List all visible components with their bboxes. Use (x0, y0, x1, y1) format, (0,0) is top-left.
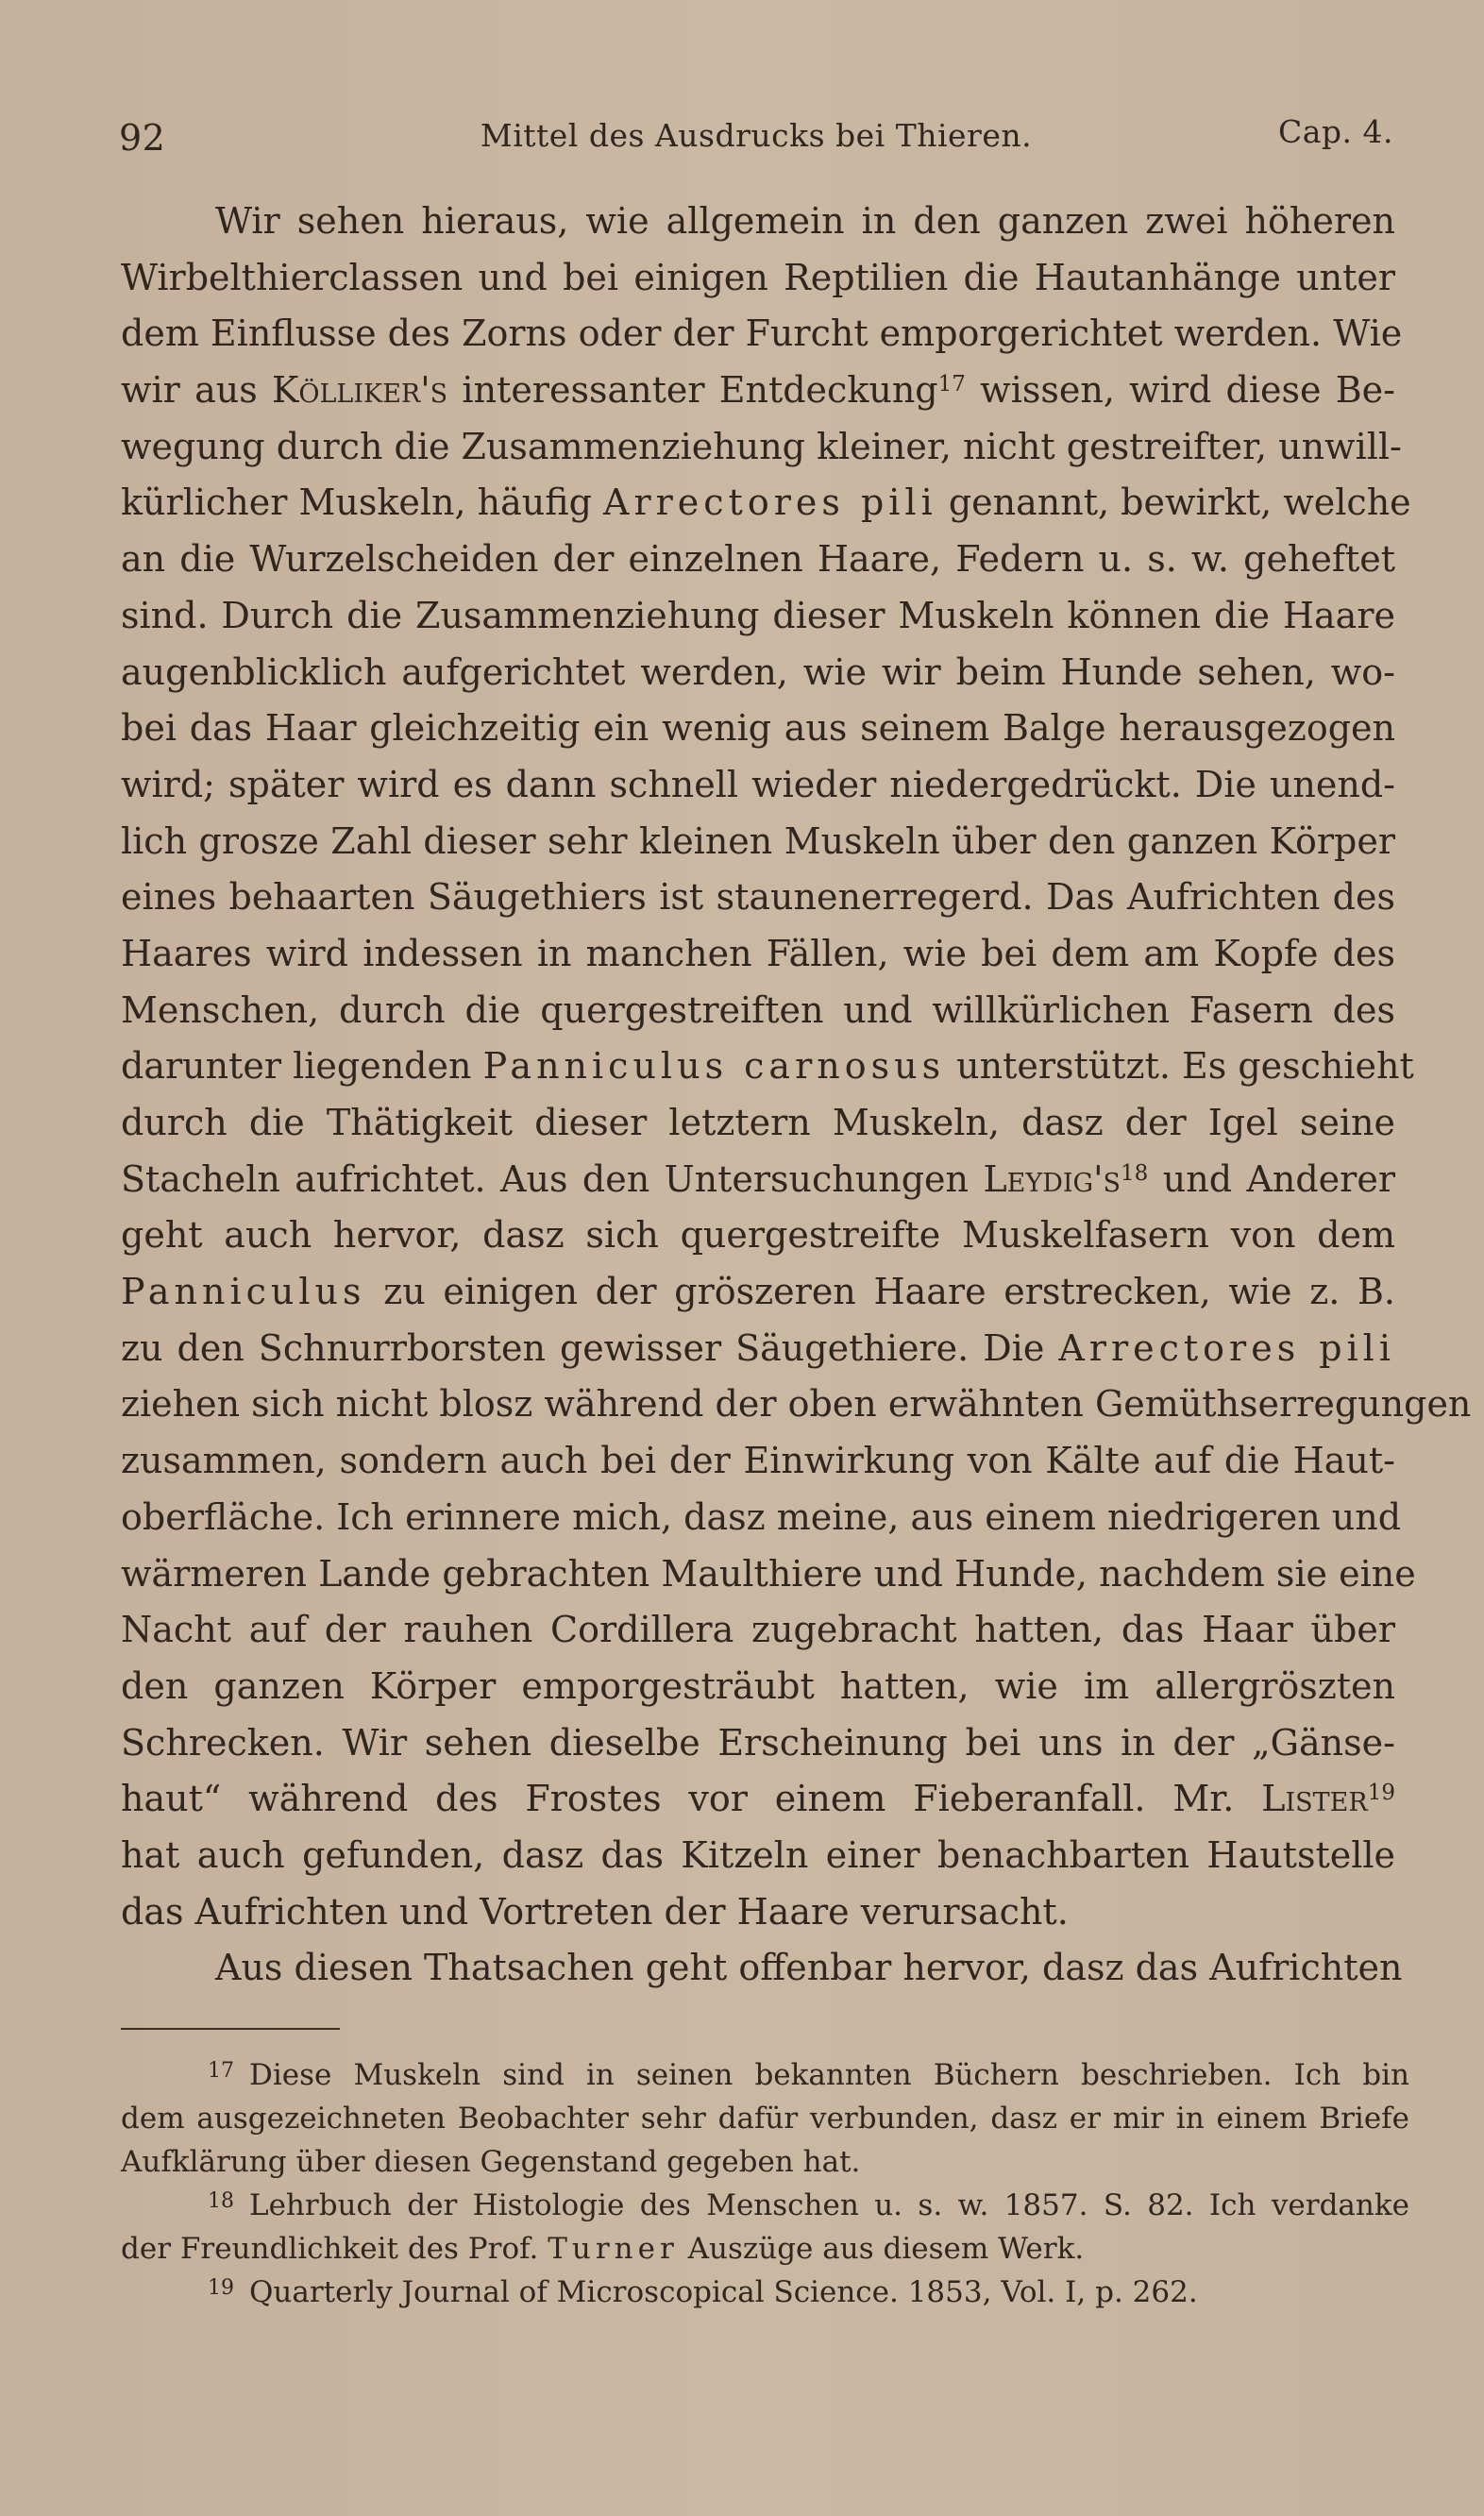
text-line (121, 1771, 1395, 1828)
text-line (121, 532, 1395, 588)
text-line (121, 1095, 1395, 1152)
footnote-number: 18 (208, 2189, 234, 2213)
author-name-koelliker: Kölliker's (271, 369, 448, 412)
text-line (121, 363, 1395, 419)
text-line (121, 1264, 1395, 1321)
text-run: Quarterly Journal of Microscopical Science. 1853, Vol. I, p. 262. (249, 2275, 1198, 2309)
text-run: interessanter Entdeckung (462, 369, 938, 412)
latin-term: Panniculus carnosus (482, 1045, 946, 1088)
footnote-ref: 17 (937, 372, 966, 397)
text-line (121, 1828, 1395, 1884)
text-run: dem ausgezeichneten Beobachter sehr dafür verbunden, dasz er mir in einem Briefe (121, 2102, 1409, 2136)
footnote-ref: 19 (1367, 1781, 1395, 1806)
text-run: zu den Schnurrborsten gewisser Säugethiere. Die (121, 1326, 1045, 1369)
text-line (121, 250, 1395, 307)
text-line (121, 1940, 1403, 1997)
text-run: ziehen sich nicht blosz während der oben erwähnten Gemüthserregungen (121, 1383, 1472, 1426)
footnote-line (121, 2227, 1409, 2271)
text-run: Wirbelthierclassen und bei einigen Reptilien die Hautanhänge unter (121, 256, 1395, 298)
text-run: kürlicher Muskeln, häufig (121, 481, 592, 524)
footnote-17 (121, 2053, 1409, 2184)
text-run: lich grosze Zahl dieser sehr kleinen Muskeln über den ganzen Körper (121, 819, 1395, 862)
text-run: zusammen, sondern auch bei der Einwirkung von Kälte auf die Haut- (121, 1440, 1395, 1482)
text-line (121, 1659, 1395, 1715)
text-run: an die Wurzelscheiden der einzelnen Haare, Federn u. s. w. geheftet (121, 538, 1395, 581)
text-line (121, 926, 1395, 983)
footnote-line (121, 2097, 1409, 2140)
text-run: sind. Durch die Zusammenziehung dieser Muskeln können die Haare (121, 594, 1395, 636)
text-run: Auszüge aus diesem Werk. (687, 2232, 1085, 2266)
text-run: haut“ während des Frostes vor einem Fieberanfall. Mr. (121, 1778, 1235, 1820)
text-run: Stacheln aufrichtet. Aus den Untersuchungen (121, 1157, 969, 1200)
text-line (121, 1884, 1395, 1941)
text-line (121, 1152, 1395, 1208)
text-line (121, 1546, 1416, 1603)
text-line (121, 870, 1395, 926)
text-line (121, 475, 1411, 532)
footnote-19 (121, 2271, 1409, 2314)
text-run: Lehrbuch der Histologie des Menschen u. s. w. 1857. S. 82. Ich verdanke (249, 2188, 1409, 2222)
text-run: das Aufrichten und Vortreten der Haare verursacht. (121, 1890, 1069, 1933)
footnote-line (121, 2053, 1409, 2097)
text-run: Aus diesen Thatsachen geht offenbar hervor, dasz das Aufrichten (215, 1947, 1403, 1989)
footnote-number: 19 (208, 2276, 234, 2300)
text-run: Diese Muskeln sind in seinen bekannten Büchern beschrieben. Ich bin (249, 2058, 1409, 2092)
text-run: wir aus (121, 369, 258, 412)
running-header (119, 111, 1393, 168)
text-line (121, 419, 1402, 476)
footnote-line (121, 2184, 1409, 2227)
footnote-number: 17 (208, 2059, 234, 2083)
text-line (121, 1490, 1402, 1546)
footnote-ref: 18 (1121, 1160, 1149, 1186)
text-run: eines behaarten Säugethiers ist staunenerregerd. Das Aufrichten des (121, 876, 1395, 919)
text-line (121, 1376, 1472, 1433)
text-line (121, 645, 1395, 701)
text-run: wird; später wird es dann schnell wieder niedergedrückt. Die unend- (121, 763, 1395, 805)
text-run: Nacht auf der rauhen Cordillera zugebracht hatten, das Haar über (121, 1609, 1395, 1651)
running-title: Mittel des Ausdrucks bei Thieren. (480, 117, 1033, 154)
text-line (121, 1602, 1395, 1659)
text-run: genannt, bewirkt, welche (948, 481, 1411, 524)
footnote-rule (121, 2028, 340, 2030)
author-name-leydig: Leydig's (983, 1157, 1121, 1200)
text-line (121, 1715, 1395, 1772)
latin-term: Arrectores pili (1058, 1326, 1395, 1369)
text-run: geht auch hervor, dasz sich quergestreifte Muskelfasern von dem (121, 1214, 1395, 1257)
text-run: augenblicklich aufgerichtet werden, wie wir beim Hunde sehen, wo- (121, 650, 1395, 693)
text-line (121, 757, 1395, 814)
text-run: hat auch gefunden, dasz das Kitzeln einer benachbarten Hautstelle (121, 1833, 1395, 1876)
text-line (121, 1038, 1414, 1095)
author-name-turner: Turner (548, 2232, 679, 2266)
chapter-label: Cap. 4. (1277, 113, 1393, 150)
text-line (121, 814, 1395, 870)
footnote-line (121, 2140, 1409, 2184)
text-run: Haares wird indessen in manchen Fällen, wie bei dem am Kopfe des (121, 932, 1395, 974)
text-run: Menschen, durch die quergestreiften und willkürlichen Fasern des (121, 988, 1395, 1031)
text-run: wegung durch die Zusammenziehung kleiner, nicht gestreifter, unwill- (121, 425, 1402, 467)
text-run: zu einigen der gröszeren Haare erstrecken, wie z. B. (383, 1271, 1395, 1313)
text-run: Wir sehen hieraus, wie allgemein in den ganzen zwei höheren (215, 200, 1395, 242)
text-run: dem Einflusse des Zorns oder der Furcht emporgerichtet werden. Wie (121, 312, 1403, 355)
page-number: 92 (119, 117, 166, 159)
footnote-18 (121, 2184, 1409, 2271)
text-line (121, 1207, 1395, 1264)
text-line (121, 194, 1395, 250)
text-run: wissen, wird diese Be- (980, 369, 1395, 412)
text-line (121, 701, 1395, 757)
footnotes (121, 2053, 1409, 2314)
author-name-lister: Lister (1261, 1778, 1368, 1820)
text-line (121, 306, 1403, 363)
text-run: darunter liegenden (121, 1045, 472, 1088)
text-run: und Anderer (1162, 1157, 1395, 1200)
text-run: durch die Thätigkeit dieser letztern Muskeln, dasz der Igel seine (121, 1102, 1395, 1143)
text-run: unterstützt. Es geschieht (956, 1045, 1414, 1088)
text-run: bei das Haar gleichzeitig ein wenig aus seinem Balge herausgezogen (121, 707, 1395, 750)
text-line (121, 588, 1395, 645)
text-run: Schrecken. Wir sehen dieselbe Erscheinung bei uns in der „Gänse- (121, 1721, 1395, 1764)
main-text (121, 194, 1472, 1997)
text-run: der Freundlichkeit des Prof. (121, 2232, 539, 2266)
text-run: Aufklärung über diesen Gegenstand gegeben hat. (121, 2145, 861, 2179)
text-run: oberfläche. Ich erinnere mich, dasz meine, aus einem niedrigeren und (121, 1495, 1402, 1538)
text-run: den ganzen Körper emporgesträubt hatten, wie im allergröszten (121, 1664, 1395, 1707)
latin-term: Panniculus (121, 1271, 366, 1313)
text-line (121, 983, 1395, 1039)
text-line (121, 1321, 1395, 1377)
text-run: wärmeren Lande gebrachten Maulthiere und Hunde, nachdem sie eine (121, 1552, 1416, 1595)
text-line (121, 1433, 1395, 1490)
footnote-line (121, 2271, 1409, 2314)
latin-term: Arrectores pili (603, 481, 937, 524)
